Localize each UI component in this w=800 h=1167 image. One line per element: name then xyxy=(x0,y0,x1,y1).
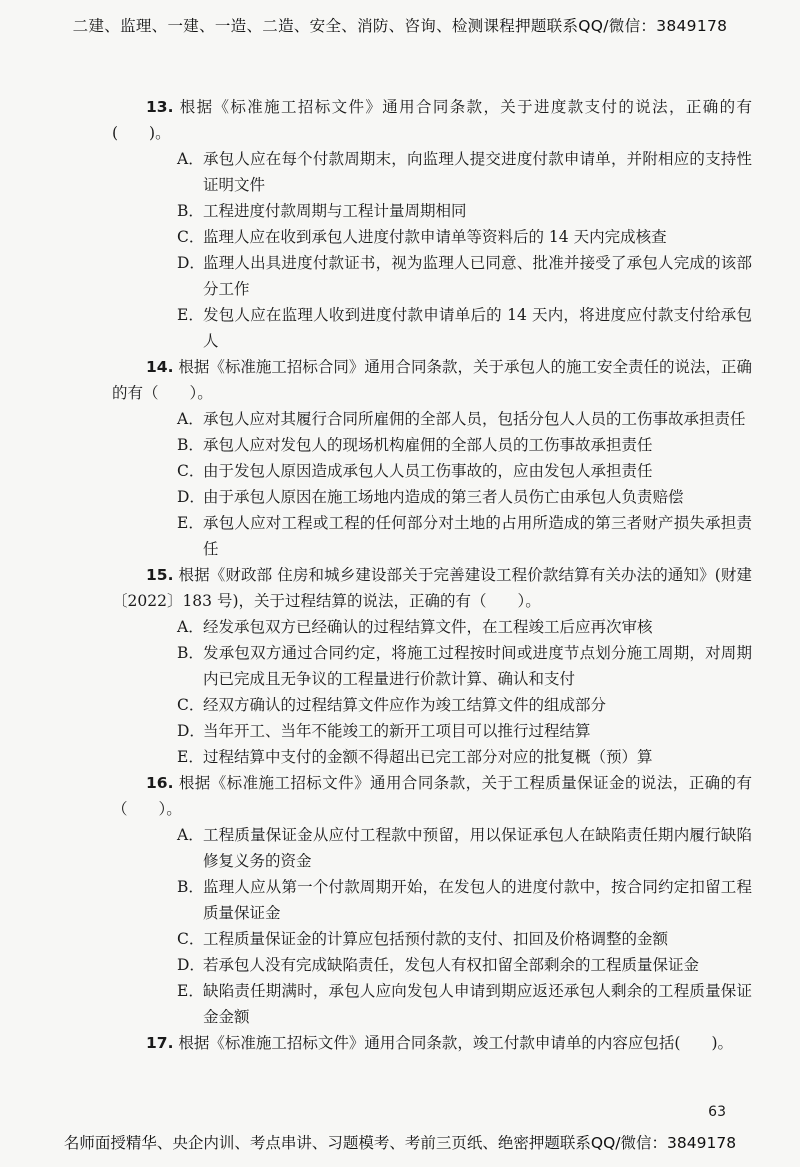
option-text: 经双方确认的过程结算文件应作为竣工结算文件的组成部分 xyxy=(203,696,607,714)
question-text: 根据《财政部 住房和城乡建设部关于完善建设工程价款结算有关办法的通知》(财建〔2022〕183 号)，关于过程结算的说法，正确的有（ ）。 xyxy=(112,566,752,610)
option-letter: D． xyxy=(177,722,205,740)
question-stem xyxy=(112,354,752,406)
question-number: 15. xyxy=(146,566,174,584)
question-text: 根据《标准施工招标文件》通用合同条款，关于进度款支付的说法，正确的有( )。 xyxy=(112,98,752,142)
question-stem xyxy=(112,94,752,146)
option-text: 缺陷责任期满时，承包人应向发包人申请到期应返还承包人剩余的工程质量保证金金额 xyxy=(203,982,752,1026)
option-item xyxy=(112,926,752,952)
option-item xyxy=(112,302,752,354)
option-letter: A． xyxy=(177,826,204,844)
option-item xyxy=(112,198,752,224)
option-item xyxy=(112,484,752,510)
option-item xyxy=(112,510,752,562)
option-item xyxy=(112,874,752,926)
question-text: 根据《标准施工招标合同》通用合同条款，关于承包人的施工安全责任的说法，正确的有（ ）。 xyxy=(112,358,752,402)
question-text: 根据《标准施工招标文件》通用合同条款，关于工程质量保证金的说法，正确的有（ ）。 xyxy=(112,774,752,818)
option-item xyxy=(112,978,752,1030)
option-text: 工程质量保证金的计算应包括预付款的支付、扣回及价格调整的金额 xyxy=(203,930,669,948)
question-number: 13. xyxy=(146,98,174,116)
question-stem xyxy=(112,770,752,822)
question-13 xyxy=(112,94,752,354)
option-letter: D． xyxy=(177,488,205,506)
option-letter: D． xyxy=(177,956,205,974)
option-item xyxy=(112,614,752,640)
option-text: 发承包双方通过合同约定，将施工过程按时间或进度节点划分施工周期，对周期内已完成且无争议的工程量进行价款计算、确认和支付 xyxy=(203,644,752,688)
option-letter: C． xyxy=(177,930,205,948)
option-text: 监理人出具进度付款证书，视为监理人已同意、批准并接受了承包人完成的该部分工作 xyxy=(203,254,752,298)
option-text: 发包人应在监理人收到进度付款申请单后的 14 天内，将进度应付款支付给承包人 xyxy=(203,306,752,350)
option-item xyxy=(112,406,752,432)
option-text: 监理人应在收到承包人进度付款申请单等资料后的 14 天内完成核查 xyxy=(203,228,667,246)
option-letter: A． xyxy=(177,410,204,428)
question-number: 14. xyxy=(146,358,174,376)
option-item xyxy=(112,458,752,484)
question-number: 17. xyxy=(146,1034,174,1052)
option-letter: B． xyxy=(177,878,204,896)
option-text: 若承包人没有完成缺陷责任，发包人有权扣留全部剩余的工程质量保证金 xyxy=(203,956,700,974)
option-item xyxy=(112,718,752,744)
page-footer: 名师面授精华、央企内训、考点串讲、习题模考、考前三页纸、绝密押题联系QQ/微信：3849178 xyxy=(63,1134,737,1152)
option-text: 工程质量保证金从应付工程款中预留，用以保证承包人在缺陷责任期内履行缺陷修复义务的资金 xyxy=(203,826,752,870)
question-stem xyxy=(112,1030,752,1056)
option-letter: C． xyxy=(177,228,205,246)
option-letter: A． xyxy=(177,618,204,636)
question-text: 根据《标准施工招标文件》通用合同条款，竣工付款申请单的内容应包括( )。 xyxy=(178,1034,734,1052)
option-text: 工程进度付款周期与工程计量周期相同 xyxy=(203,202,467,220)
page-number: 63 xyxy=(708,1104,726,1120)
option-item xyxy=(112,822,752,874)
option-letter: D． xyxy=(177,254,205,272)
question-number: 16. xyxy=(146,774,174,792)
question-14 xyxy=(112,354,752,562)
option-item xyxy=(112,146,752,198)
option-text: 由于承包人原因在施工场地内造成的第三者人员伤亡由承包人负责赔偿 xyxy=(203,488,684,506)
page-header: 二建、监理、一建、一造、二造、安全、消防、咨询、检测课程押题联系QQ/微信：3849178 xyxy=(72,17,728,35)
option-text: 由于发包人原因造成承包人人员工伤事故的，应由发包人承担责任 xyxy=(203,462,653,480)
option-letter: E． xyxy=(177,748,204,766)
option-item xyxy=(112,952,752,978)
option-text: 承包人应对其履行合同所雇佣的全部人员，包括分包人人员的工伤事故承担责任 xyxy=(203,410,746,428)
question-17 xyxy=(112,1030,752,1056)
option-text: 承包人应在每个付款周期末，向监理人提交进度付款申请单，并附相应的支持性证明文件 xyxy=(203,150,752,194)
question-stem xyxy=(112,562,752,614)
option-letter: B． xyxy=(177,436,204,454)
option-item xyxy=(112,224,752,250)
option-letter: E． xyxy=(177,982,204,1000)
option-text: 监理人应从第一个付款周期开始，在发包人的进度付款中，按合同约定扣留工程质量保证金 xyxy=(203,878,752,922)
question-list xyxy=(112,94,752,1056)
option-letter: B． xyxy=(177,644,204,662)
option-letter: A． xyxy=(177,150,204,168)
option-text: 承包人应对工程或工程的任何部分对土地的占用所造成的第三者财产损失承担责任 xyxy=(203,514,752,558)
option-item xyxy=(112,744,752,770)
question-16 xyxy=(112,770,752,1030)
option-item xyxy=(112,692,752,718)
option-item xyxy=(112,432,752,458)
option-letter: C． xyxy=(177,696,205,714)
option-letter: B． xyxy=(177,202,204,220)
option-letter: C． xyxy=(177,462,205,480)
option-letter: E． xyxy=(177,514,204,532)
option-text: 经发承包双方已经确认的过程结算文件，在工程竣工后应再次审核 xyxy=(203,618,653,636)
option-item xyxy=(112,250,752,302)
option-item xyxy=(112,640,752,692)
option-text: 过程结算中支付的金额不得超出已完工部分对应的批复概（预）算 xyxy=(203,748,653,766)
option-text: 承包人应对发包人的现场机构雇佣的全部人员的工伤事故承担责任 xyxy=(203,436,653,454)
option-text: 当年开工、当年不能竣工的新开工项目可以推行过程结算 xyxy=(203,722,591,740)
option-letter: E． xyxy=(177,306,204,324)
question-15 xyxy=(112,562,752,770)
